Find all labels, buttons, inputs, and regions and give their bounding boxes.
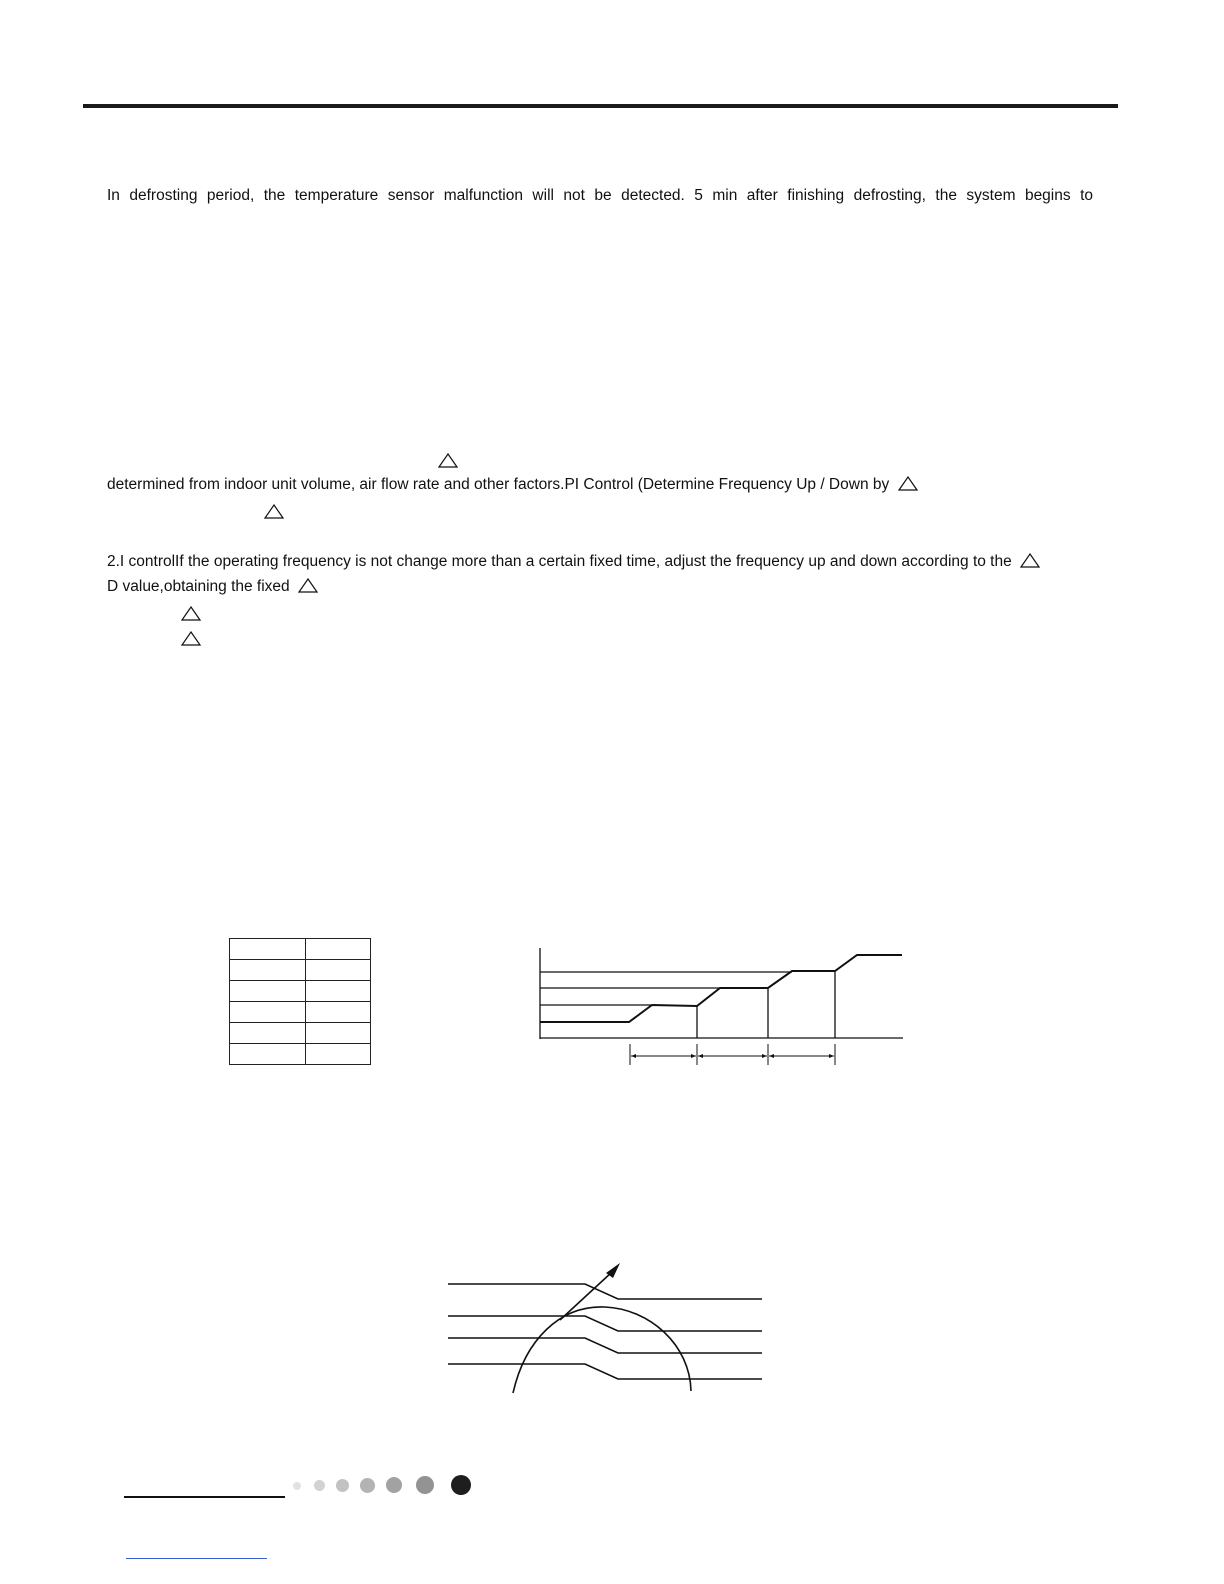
footer-rule bbox=[124, 1496, 285, 1498]
table-cell bbox=[306, 981, 371, 1002]
pi-control-line bbox=[107, 476, 918, 494]
table-row bbox=[230, 939, 371, 960]
table-cell bbox=[230, 1044, 306, 1065]
footer-dot bbox=[416, 1476, 434, 1494]
footer-dot bbox=[336, 1479, 349, 1492]
frequency-step-diagram bbox=[530, 940, 910, 1072]
table-cell bbox=[230, 1023, 306, 1044]
table-cell bbox=[306, 1044, 371, 1065]
footer-dot bbox=[451, 1475, 471, 1495]
d-value-text: D value,obtaining the fixed bbox=[107, 578, 290, 595]
table-cell bbox=[230, 1002, 306, 1023]
delta-triangle-icon bbox=[298, 578, 318, 593]
pi-control-text: determined from indoor unit volume, air flow rate and other factors.PI Control (Determine Frequency Up / Down by bbox=[107, 476, 890, 493]
frequency-table bbox=[229, 938, 371, 1065]
table-cell bbox=[230, 981, 306, 1002]
header-rule bbox=[83, 104, 1118, 108]
i-control-line bbox=[107, 553, 1040, 571]
defrost-paragraph: In defrosting period, the temperature sensor malfunction will not be detected. 5 min after finishing defrosting, the system begins to bbox=[107, 187, 1093, 204]
footer-dot bbox=[314, 1480, 325, 1491]
table-cell bbox=[230, 960, 306, 981]
delta-triangle-icon bbox=[1020, 553, 1040, 568]
table-row bbox=[230, 1002, 371, 1023]
delta-triangle-icon bbox=[438, 453, 458, 468]
table-cell bbox=[306, 960, 371, 981]
direction-arrow bbox=[560, 1272, 612, 1320]
zone-line bbox=[448, 1316, 762, 1331]
d-value-line bbox=[107, 578, 318, 596]
table-cell bbox=[306, 939, 371, 960]
zone-line bbox=[448, 1338, 762, 1353]
footer-link-underline bbox=[126, 1558, 267, 1559]
delta-triangle-icon bbox=[264, 504, 284, 519]
delta-triangle-icon bbox=[898, 476, 918, 491]
footer-dot bbox=[360, 1478, 375, 1493]
i-control-text: 2.I controlIf the operating frequency is not change more than a certain fixed time, adjust the frequency up and down according to the bbox=[107, 553, 1012, 570]
zone-line bbox=[448, 1364, 762, 1379]
zone-line bbox=[448, 1284, 762, 1299]
delta-triangle-icon bbox=[181, 606, 201, 621]
zone-curve-diagram bbox=[440, 1255, 770, 1400]
table-cell bbox=[306, 1023, 371, 1044]
table-row bbox=[230, 981, 371, 1002]
delta-triangle-icon bbox=[181, 631, 201, 646]
arc-curve bbox=[513, 1307, 691, 1393]
footer-dot bbox=[386, 1477, 402, 1493]
table-row bbox=[230, 1023, 371, 1044]
footer-dot bbox=[293, 1482, 301, 1490]
table-row bbox=[230, 1044, 371, 1065]
table-cell bbox=[230, 939, 306, 960]
table-row bbox=[230, 960, 371, 981]
table-cell bbox=[306, 1002, 371, 1023]
